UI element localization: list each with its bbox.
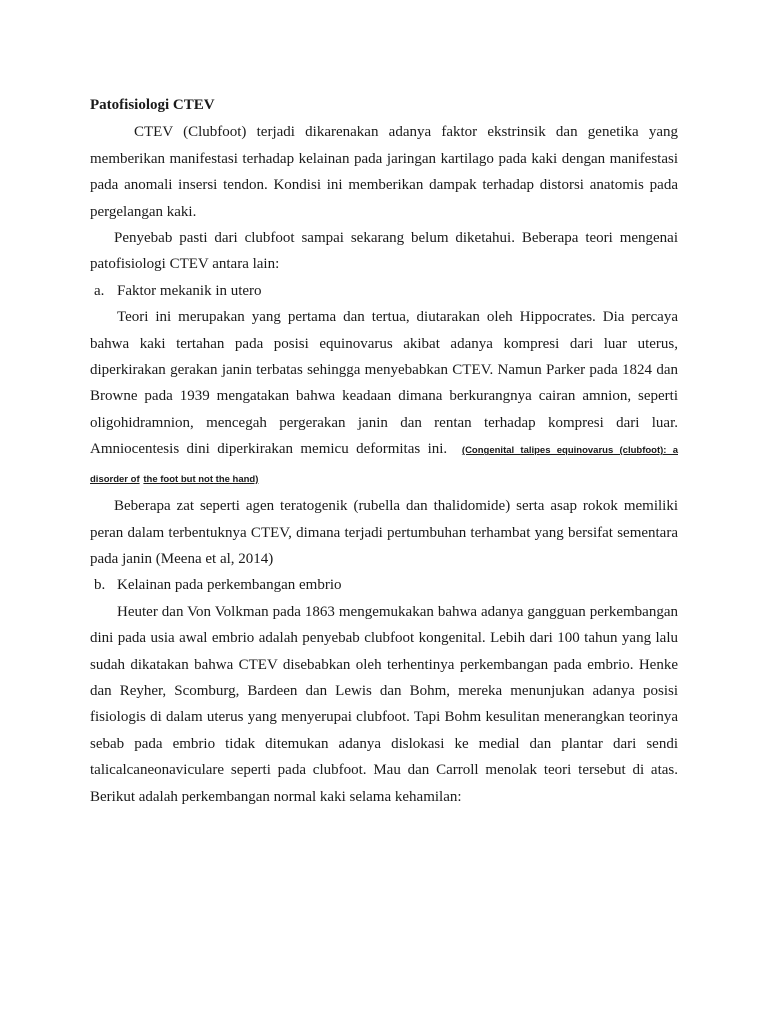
list-label-b: Kelainan pada perkembangan embrio [117, 577, 342, 594]
mechanical-theory-paragraph [90, 304, 678, 493]
list-item-a [90, 278, 678, 304]
citation-link-continued[interactable]: the foot but not the hand) [143, 473, 259, 485]
list-marker-a: a. [94, 282, 105, 299]
list-label-a: Faktor mekanik in utero [117, 282, 262, 299]
document-body [90, 92, 678, 810]
section-title: Patofisiologi CTEV [90, 97, 215, 113]
teratogen-paragraph: Beberapa zat seperti agen teratogenik (rubella dan thalidomide) serta asap rokok memiliki peran dalam terbentuknya CTEV, dimana terjadi pertumbuhan terhambat yang bersifat sementara pada janin (Meena et al, 2014) [90, 498, 678, 567]
embryo-theory-paragraph: Heuter dan Von Volkman pada 1863 mengemukakan bahwa adanya gangguan perkembangan dini pada usia awal embrio adalah penyebab clubfoot kongenital. Lebih dari 100 tahun yang lalu sudah dikatakan bahwa CTEV disebabkan oleh terhentinya perkembangan pada embrio. Henke dan Reyher, Scomburg, Bardeen dan Lewis dan Bohm, mereka menunjukan adanya posisi fisiologis di dalam uterus yang menyerupai clubfoot. Tapi Bohm kesulitan menerangkan teorinya sebab pada embrio tidak ditemukan adanya dislokasi ke medial dan plantar dari sendi talicalcaneonaviculare seperti pada clubfoot. Mau dan Carroll menolak teori tersebut di atas. Berikut adalah perkembangan normal kaki selama kehamilan: [90, 603, 678, 805]
mechanical-theory-text: Teori ini merupakan yang pertama dan tertua, diutarakan oleh Hippocrates. Dia percaya bahwa kaki tertahan pada posisi equinovarus akibat adanya kompresi dari luar uterus, diperkirakan gerakan janin terbatas sehingga menyebabkan CTEV. Namun Parker pada 1824 dan Browne pada 1939 mengatakan bahwa keadaan dimana berkurangnya cairan amnion, seperti oligohidramnion, mencegah pergerakan janin dan rentan terhadap kompresi dari luar. Amniocentesis dini diperkirakan memicu deformitas ini. [90, 309, 678, 458]
causes-paragraph: Penyebab pasti dari clubfoot sampai sekarang belum diketahui. Beberapa teori mengenai patofisiologi CTEV antara lain: [90, 230, 678, 273]
list-item-b [90, 572, 678, 598]
intro-paragraph: CTEV (Clubfoot) terjadi dikarenakan adanya faktor ekstrinsik dan genetika yang memberikan manifestasi terhadap kelainan pada jaringan kartilago pada kaki dengan manifestasi pada anomali insersi tendon. Kondisi ini memberikan dampak terhadap distorsi anatomis pada pergelangan kaki. [90, 124, 678, 220]
list-marker-b: b. [94, 577, 106, 594]
citation-link[interactable]: (Congenital talipes equinovarus (clubfoot): a disorder of [90, 445, 678, 485]
